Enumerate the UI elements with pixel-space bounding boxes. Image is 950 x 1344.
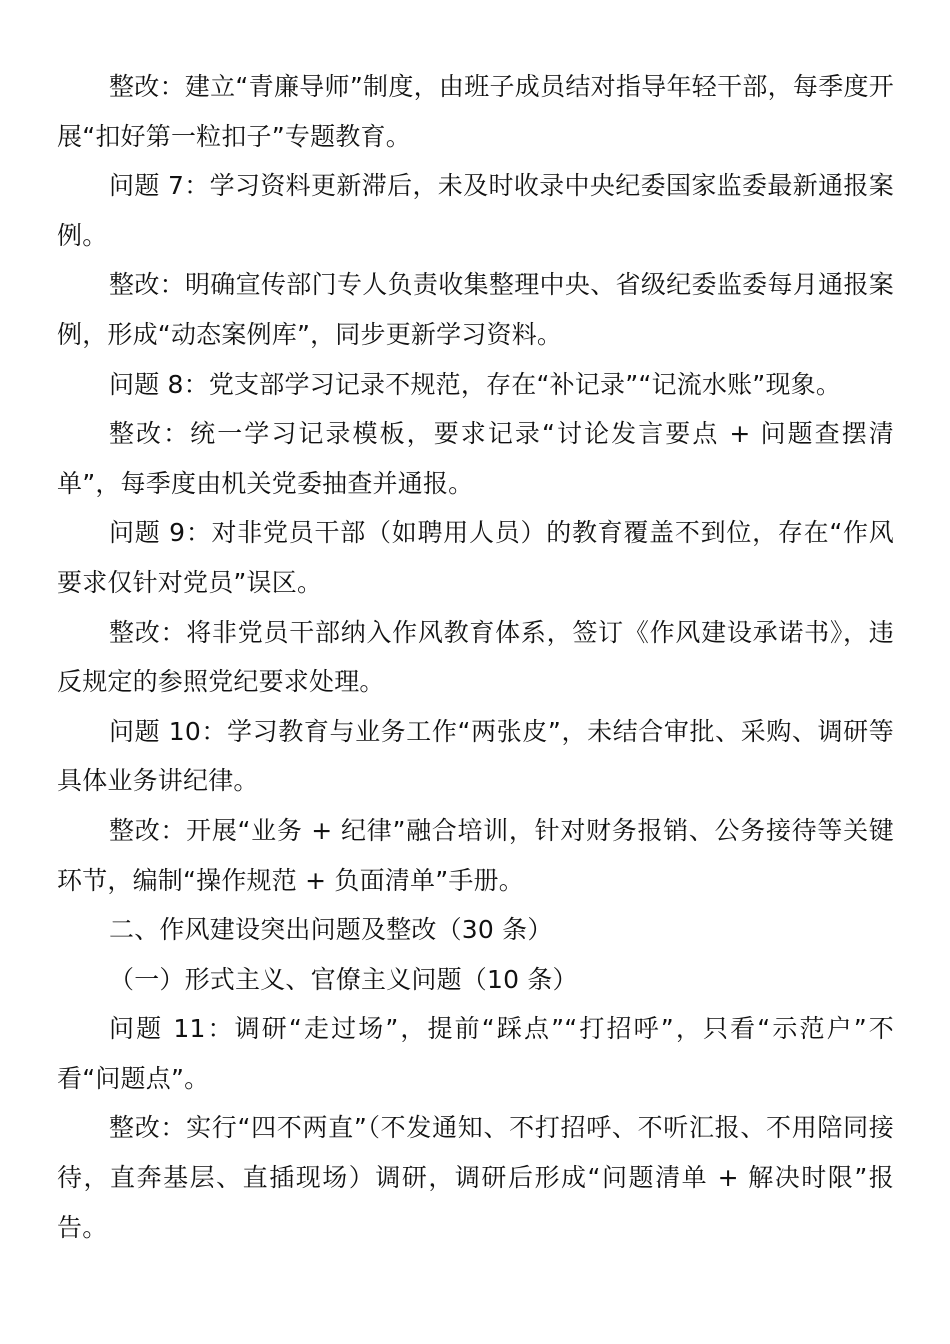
paragraph-problem-9: 问题 9：对非党员干部（如聘用人员）的教育覆盖不到位，存在“作风要求仅针对党员”误区。 xyxy=(57,518,894,597)
paragraph-rectification-11: 整改：实行“四不两直”（不发通知、不打招呼、不听汇报、不用陪同接待，直奔基层、直插现场）调研，调研后形成“问题清单 + 解决时限”报告。 xyxy=(57,1113,894,1242)
paragraph-rectification-1: 整改：建立“青廉导师”制度，由班子成员结对指导年轻干部，每季度开展“扣好第一粒扣子”专题教育。 xyxy=(57,72,894,151)
subsection-heading-1: （一）形式主义、官僚主义问题（10 条） xyxy=(109,964,578,994)
paragraph-rectification-9: 整改：将非党员干部纳入作风教育体系，签订《作风建设承诺书》，违反规定的参照党纪要求处理。 xyxy=(57,617,894,697)
paragraph-rectification-10: 整改：开展“业务 + 纪律”融合培训，针对财务报销、公务接待等关键环节，编制“操作规范 + 负面清单”手册。 xyxy=(57,815,894,895)
paragraph-rectification-7: 整改：明确宣传部门专人负责收集整理中央、省级纪委监委每月通报案例，形成“动态案例库”，同步更新学习资料。 xyxy=(57,270,894,349)
paragraph-problem-7: 问题 7：学习资料更新滞后，未及时收录中央纪委国家监委最新通报案例。 xyxy=(57,171,894,250)
paragraph-problem-10: 问题 10：学习教育与业务工作“两张皮”，未结合审批、采购、调研等具体业务讲纪律。 xyxy=(57,716,894,796)
paragraph-problem-8: 问题 8：党支部学习记录不规范，存在“补记录”“记流水账”现象。 xyxy=(109,369,842,399)
paragraph-rectification-8: 整改：统一学习记录模板，要求记录“讨论发言要点 + 问题查摆清单”，每季度由机关党委抽查并通报。 xyxy=(57,419,894,498)
paragraph-problem-11: 问题 11：调研“走过场”，提前“踩点”“打招呼”，只看“示范户”不看“问题点”。 xyxy=(57,1014,894,1093)
section-heading-2: 二、作风建设突出问题及整改（30 条） xyxy=(109,915,553,945)
